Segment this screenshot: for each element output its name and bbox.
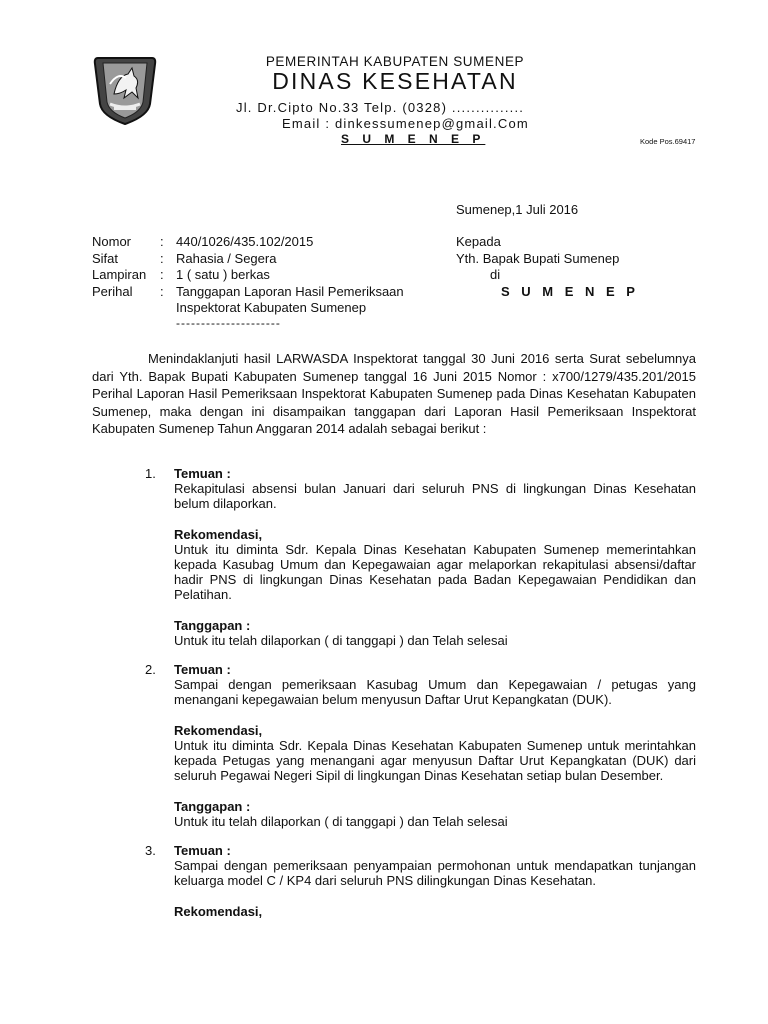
intro-paragraph: Menindaklanjuti hasil LARWASDA Inspektorat tanggal 30 Juni 2016 serta Surat sebelumnya dari Yth. Bapak Bupati Kabupaten Sumenep tanggal 16 Juni 2015 Nomor : x700/1279/435.201/2015 Perihal Laporan Hasil Pemeriksaan Inspektorat Kabupaten Sumenep pada Dinas Kesehatan Kabupaten Sumenep, maka dengan ini disampaikan tanggapan dari Laporan Hasil Pemeriksaan Inspektorat Kabupaten Sumenep Tahun Anggaran 2014 adalah sebagai berikut :	[92, 351, 696, 436]
meta-row-sifat	[92, 251, 404, 268]
temuan-label: Temuan :	[174, 662, 231, 677]
finding-item	[92, 662, 696, 829]
meta-value: Tanggapan Laporan Hasil Pemeriksaan	[176, 283, 404, 299]
meta-row-lampiran	[92, 267, 404, 284]
rekomendasi-label: Rekomendasi,	[174, 527, 263, 542]
finding-item	[92, 466, 696, 648]
meta-colon: :	[160, 267, 164, 282]
rekomendasi-label: Rekomendasi,	[174, 904, 263, 919]
meta-label: Perihal	[92, 283, 133, 299]
meta-row-perihal-cont	[92, 300, 404, 317]
subject-underline: ---------------------	[176, 316, 281, 330]
tanggapan-text: Untuk itu telah dilaporkan ( di tanggapi ) dan Telah selesai	[174, 633, 508, 648]
meta-row-perihal	[92, 284, 404, 301]
rekomendasi-text: Untuk itu diminta Sdr. Kepala Dinas Kesehatan Kabupaten Sumenep untuk merintahkan kepada Petugas yang menangani agar menyusun Daftar Urut Kepangkatan (DUK) dari seluruh Pegawai Negeri Sipil di lingkungan Dinas Kesehatan setiap bulan Desember.	[174, 738, 696, 783]
finding-item	[92, 843, 696, 919]
item-number: 3.	[145, 843, 156, 858]
recipient-city: S U M E N E P	[501, 283, 639, 299]
agency-email: Email : dinkessumenep@gmail.Com	[282, 116, 529, 131]
government-name: PEMERINTAH KABUPATEN SUMENEP	[265, 54, 525, 69]
agency-address: Jl. Dr.Cipto No.33 Telp. (0328) ...............	[236, 100, 525, 115]
recipient-block	[456, 234, 639, 300]
subject-line-2: Inspektorat Kabupaten Sumenep	[176, 300, 367, 315]
tanggapan-label: Tanggapan :	[174, 618, 251, 633]
header-city: S U M E N E P	[341, 132, 486, 146]
findings-list	[92, 466, 696, 919]
recipient-to: Kepada	[456, 234, 501, 249]
meta-colon: :	[160, 283, 164, 299]
temuan-label: Temuan :	[174, 843, 231, 858]
temuan-text: Sampai dengan pemeriksaan penyampaian permohonan untuk mendapatkan tunjangan keluarga model C / KP4 dari seluruh PNS dilingkungan Dinas Kesehatan.	[174, 858, 696, 888]
postal-code: Kode Pos.69417	[640, 137, 696, 146]
tanggapan-label: Tanggapan :	[174, 799, 251, 814]
meta-label: Sifat	[92, 250, 119, 266]
rekomendasi-text: Untuk itu diminta Sdr. Kepala Dinas Kesehatan Kabupaten Sumenep memerintahkan kepada Kasubag Umum dan Kepegawaian agar melaporkan rekapitulasi absensi/daftar hadir PNS di lingkungan Dinas Kesehatan pada Badan Kepegawaian Pendidikan dan Pelatihan.	[174, 542, 696, 602]
tanggapan-text: Untuk itu telah dilaporkan ( di tanggapi ) dan Telah selesai	[174, 814, 508, 829]
meta-colon: :	[160, 250, 164, 266]
meta-value: Rahasia / Segera	[176, 250, 277, 266]
meta-colon: :	[160, 234, 164, 249]
item-number: 1.	[145, 466, 156, 481]
agency-name: DINAS KESEHATAN	[272, 68, 518, 94]
item-number: 2.	[145, 662, 156, 677]
temuan-text: Rekapitulasi absensi bulan Januari dari seluruh PNS di lingkungan Dinas Kesehatan belum dilaporkan.	[174, 481, 696, 511]
recipient-di: di	[490, 267, 501, 282]
sumenep-regency-emblem	[92, 54, 158, 126]
recipient-name: Yth. Bapak Bupati Sumenep	[456, 250, 620, 266]
meta-label: Nomor	[92, 234, 132, 249]
letter-meta-table	[92, 234, 404, 317]
meta-label: Lampiran	[92, 267, 147, 282]
meta-value: 1 ( satu ) berkas	[176, 267, 270, 282]
meta-row-nomor	[92, 234, 404, 251]
letter-date: Sumenep,1 Juli 2016	[456, 202, 579, 217]
rekomendasi-label: Rekomendasi,	[174, 723, 263, 738]
temuan-label: Temuan :	[174, 466, 231, 481]
temuan-text: Sampai dengan pemeriksaan Kasubag Umum dan Kepegawaian / petugas yang menangani kepegawaian belum menyusun Daftar Urut Kepangkatan (DUK).	[174, 677, 696, 707]
meta-value: 440/1026/435.102/2015	[176, 234, 314, 249]
